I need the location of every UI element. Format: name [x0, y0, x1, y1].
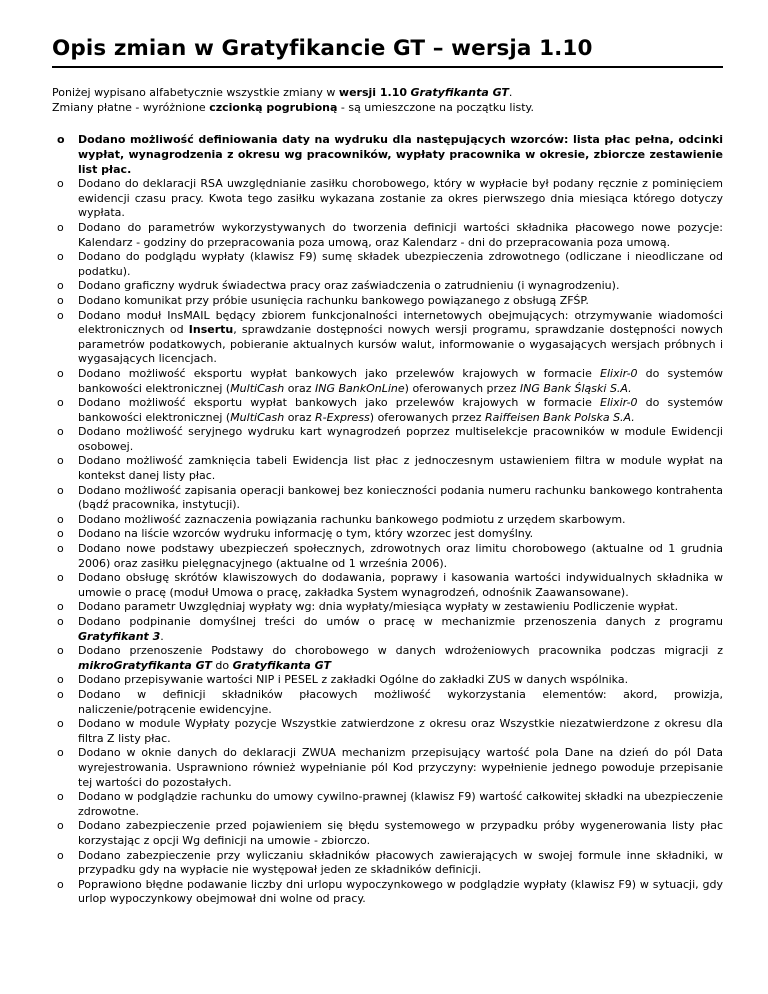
- bullet-icon: o: [57, 220, 64, 234]
- list-item: o Dodano w definicji składników płacowych możliwość wykorzystania elementów: akord, prowizja, naliczenie/potrącenie ewidencyjne.: [57, 687, 723, 716]
- bullet-icon: o: [57, 512, 64, 526]
- list-item: o Dodano do podglądu wypłaty (klawisz F9) sumę składek ubezpieczenia zdrowotnego (odliczane i nieodliczane od podatku).: [57, 250, 723, 278]
- list-item: o Dodano możliwość eksportu wypłat bankowych jako przelewów krajowych w formacie Elixir-0 do systemów bankowości elektronicznej (MultiCash oraz R-Express) oferowanych przez Raiffeisen Bank Polska S.A.: [57, 396, 724, 424]
- bullet-icon: o: [57, 819, 64, 833]
- list-item: o Poprawiono błędne podawanie liczby dni urlopu wypoczynkowego w podglądzie wypłaty (klawisz F9) w sytuacji, gdy urlop wypoczynkowy obejmował dni wolne od pracy.: [57, 877, 723, 906]
- bullet-icon: o: [57, 293, 64, 307]
- bullet-icon: o: [57, 717, 64, 731]
- bullet-icon: o: [57, 396, 64, 410]
- bullet-icon: o: [57, 483, 64, 497]
- list-item: o Dodano przenoszenie Podstawy do chorobowego w danych wdrożeniowych pracownika podczas migracji z mikroGratyfikanta GT do Gratyfikanta GT: [57, 644, 723, 672]
- version-text: wersji 1.10: [338, 86, 408, 99]
- list-item: o Dodano obsługę skrótów klawiszowych do dodawania, poprawy i kasowania wartości indywidualnych składnika w umowie o pracę (moduł Umowa o pracę, zakładka System wynagrodzeń, odnośnik Zaawansowane).: [57, 571, 723, 599]
- bullet-icon: o: [57, 527, 64, 541]
- list-item: o Dodano parametr Uwzględniaj wypłaty wg: dnia wypłaty/miesiąca wypłaty w zestawieniu Podliczenie wypłat.: [57, 600, 679, 614]
- bullet-icon: o: [57, 250, 64, 264]
- list-item: o Dodano w module Wypłaty pozycje Wszystkie zatwierdzone z okresu oraz Wszystkie niezatwierdzone z okresu dla filtra Z listy płac.: [57, 717, 723, 745]
- bullet-icon: o: [57, 644, 64, 658]
- list-item: o Dodano w oknie danych do deklaracji ZWUA mechanizm przepisujący wartość pola Dane na dzień do pól Data wyrejestrowania. Usprawniono również wypełnianie pól Kod przyczyny: wypełnienie jednego powoduje przepisanie tej wartości do pozostałych.: [57, 746, 723, 789]
- bullet-icon: o: [57, 848, 64, 862]
- bullet-icon: o: [57, 366, 64, 380]
- bullet-icon: o: [57, 687, 64, 701]
- bullet-icon: o: [57, 133, 65, 147]
- bullet-icon: o: [57, 425, 64, 439]
- list-item: o Dodano możliwość zamknięcia tabeli Ewidencja list płac z jednoczesnym ustawieniem filtra w module wypłat na kontekst danej listy płac.: [57, 454, 723, 483]
- product-name: Gratyfikanta GT: [410, 86, 509, 99]
- bullet-icon: o: [57, 615, 64, 628]
- list-item: o Dodano moduł InsMAIL będący zbiorem funkcjonalności internetowych obejmujących: otrzymywanie wiadomości elektronicznych od Insertu, sprawdzanie dostępności nowych wersji programu, sprawdzanie dostępności nowych parametrów podatkowych, pobieranie aktualnych kursów walut, informowanie o wygasających wersjach próbnych i wygasających licencjach.: [57, 308, 723, 366]
- list-item: o Dodano możliwość definiowania daty na wydruku dla następujących wzorców: lista płac pełna, odcinki wypłat, wynagrodzenia z okresu wg pracowników, wypłaty pracownika w okresie, zbiorcze zestawienie list płac.: [57, 133, 723, 176]
- list-item: o Dodano na liście wzorców wydruku informację o tym, który wzorzec jest domyślny.: [57, 527, 534, 541]
- bullet-icon: o: [57, 177, 64, 191]
- list-item: o Dodano w podglądzie rachunku do umowy cywilno-prawnej (klawisz F9) wartość całkowitej składki na ubezpieczenie zdrowotne.: [57, 790, 723, 818]
- list-item: o Dodano graficzny wydruk świadectwa pracy oraz zaświadczenia o zatrudnieniu (i wynagrodzeniu).: [57, 279, 620, 293]
- bullet-icon: o: [57, 673, 64, 687]
- bullet-icon: o: [57, 790, 64, 804]
- list-item: o Dodano zabezpieczenie przy wyliczaniu składników płacowych zawierających w swojej formule inne składniki, w przypadku gdy na wypłacie nie występował jeden ze składników definicji.: [57, 848, 723, 877]
- list-item: o Dodano komunikat przy próbie usunięcia rachunku bankowego powiązanego z obsługą ZFŚP.: [57, 293, 589, 307]
- list-item: o Dodano możliwość zapisania operacji bankowej bez konieczności podania numeru rachunku bankowego kontrahenta (bądź pracownika, instytucji).: [57, 483, 723, 512]
- list-item: o Dodano podpinanie domyślnej treści do umów o pracę w mechanizmie przenoszenia danych z programu Gratyfikant 3.: [57, 615, 723, 643]
- bullet-icon: o: [57, 454, 64, 468]
- bullet-icon: o: [57, 542, 64, 556]
- list-item: o Dodano zabezpieczenie przed pojawieniem się błędu systemowego w przypadku próby wygenerowania listy płac korzystając z opcji Wg definicji na umowie - zbiorczo.: [57, 819, 723, 847]
- list-item: o Dodano możliwość zaznaczenia powiązania rachunku bankowego podmiotu z urzędem skarbowym.: [57, 512, 626, 526]
- list-item: o Dodano możliwość seryjnego wydruku kart wynagrodzeń poprzez multiselekcje pracowników w module Ewidencji osobowej.: [57, 425, 723, 453]
- bullet-icon: o: [57, 600, 64, 614]
- bullet-icon: o: [57, 877, 64, 891]
- list-item: o Dodano nowe podstawy ubezpieczeń społecznych, zdrowotnych oraz limitu chorobowego (aktualne od 1 grudnia 2006) oraz zasiłku pielęgnacyjnego (aktualne od 1 września 2006).: [57, 542, 723, 570]
- list-item: o Dodano do parametrów wykorzystywanych do tworzenia definicji wartości składnika płacowego nowe pozycje: Kalendarz - godziny do przepracowania poza umową, oraz Kalendarz - dni do przepracowania poza umową.: [57, 220, 723, 249]
- list-item: o Dodano do deklaracji RSA uwzględnianie zasiłku chorobowego, który w wypłacie był podany ręcznie z pominięciem ewidencji czasu pracy. Kwota tego zasiłku wykazana zostanie za okres pierwszego dnia miesiąca którego dotyczy wypłata.: [57, 177, 723, 220]
- bullet-icon: o: [57, 279, 64, 293]
- intro-line-2: Zmiany płatne - wyróżnione czcionką pogrubioną - są umieszczone na początku listy.: [52, 101, 534, 115]
- intro: [52, 85, 723, 115]
- list-item: o Dodano przepisywanie wartości NIP i PESEL z zakładki Ogólne do zakładki ZUS w danych wspólnika.: [57, 673, 629, 687]
- list-item: o Dodano możliwość eksportu wypłat bankowych jako przelewów krajowych w formacie Elixir-0 do systemów bankowości elektronicznej (MultiCash oraz ING BankOnLine) oferowanych przez ING Bank Śląski S.A.: [57, 366, 724, 395]
- changes-list: [52, 133, 723, 906]
- document-title: Opis zmian w Gratyfikancie GT – wersja 1.10: [52, 34, 723, 68]
- bullet-icon: o: [57, 746, 64, 760]
- bullet-icon: o: [57, 308, 64, 322]
- bullet-icon: o: [57, 571, 64, 585]
- intro-line-1: Poniżej wypisano alfabetycznie wszystkie zmiany w wersji 1.10 Gratyfikanta GT.: [52, 86, 513, 99]
